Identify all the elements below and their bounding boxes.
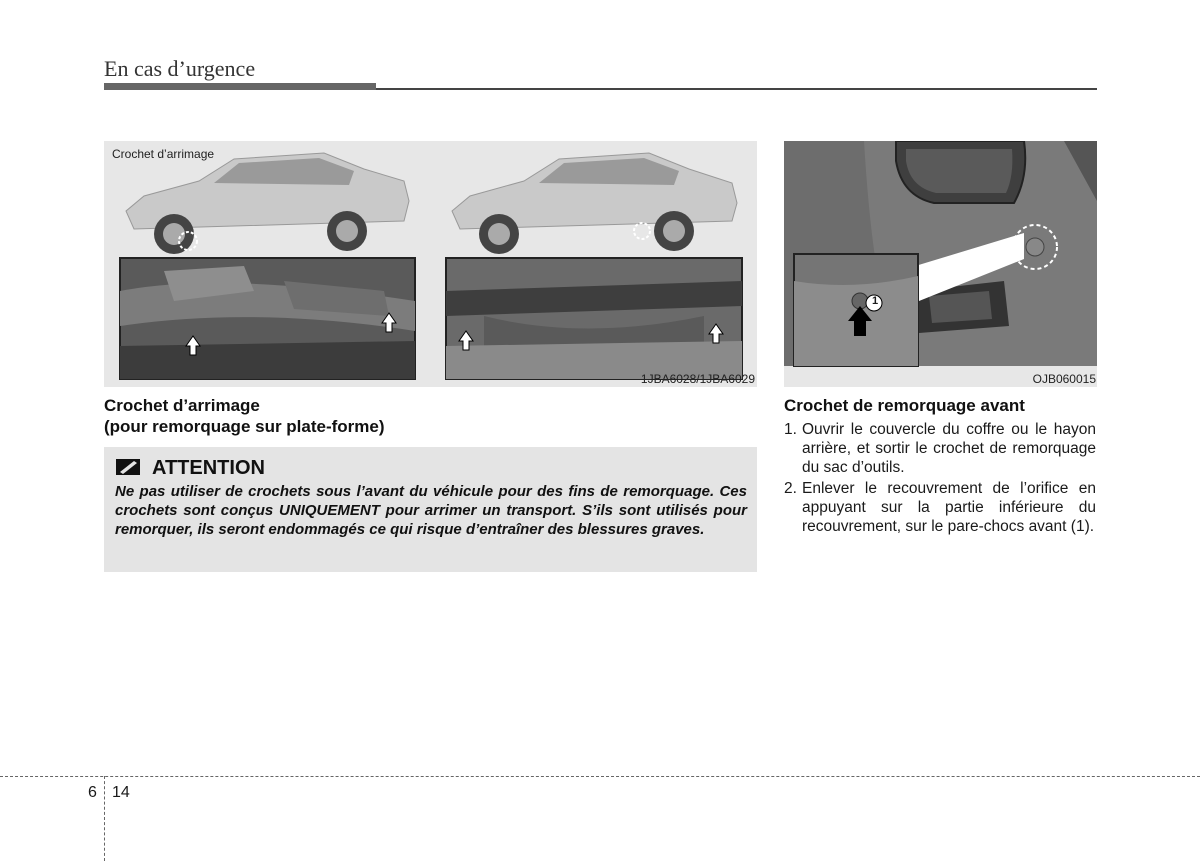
tie-down-illustration bbox=[104, 141, 757, 387]
step-number: 1. bbox=[784, 421, 797, 438]
front-tow-hook-figure bbox=[784, 141, 1097, 387]
car-left-illustration bbox=[126, 153, 409, 254]
footer-vertical-rule bbox=[104, 776, 105, 861]
step-number: 2. bbox=[784, 480, 797, 497]
section-title: En cas d’urgence bbox=[104, 56, 256, 81]
step-item bbox=[784, 479, 1096, 536]
warning-title-text: ATTENTION bbox=[152, 457, 265, 479]
tie-down-heading bbox=[104, 395, 757, 437]
header-rule-thin bbox=[376, 88, 1097, 90]
step-text: Enlever le recouvrement de l’orifice en appuyant sur la partie inférieure du recouvrement, sur le pare-chocs avant (1). bbox=[802, 480, 1096, 535]
step-text: Ouvrir le couvercle du coffre ou le hayon arrière, et sortir le crochet de remorquage du sac d’outils. bbox=[802, 421, 1096, 476]
tie-down-heading-line1: Crochet d’arrimage bbox=[104, 396, 260, 415]
footer-dashed-rule bbox=[0, 776, 1200, 777]
step-item bbox=[784, 420, 1096, 477]
warning-text: Ne pas utiliser de crochets sous l’avant du véhicule pour des fins de remorquage. Ces crochets sont conçus UNIQUEMENT pour arrimer un transport. S’ils sont utilisés pour remorquer, ils seront endommagés ce qui risque d’entraîner des blessures graves. bbox=[115, 483, 747, 538]
warning-title bbox=[118, 457, 265, 480]
page-number: 14 bbox=[112, 784, 130, 801]
figure-caption: Crochet d’arrimage bbox=[112, 147, 215, 161]
car-right-illustration bbox=[452, 153, 737, 254]
front-tow-hook-heading: Crochet de remorquage avant bbox=[784, 396, 1025, 415]
callout-number: 1 bbox=[871, 295, 879, 307]
figure-code: 1JBA6028/1JBA6029 bbox=[640, 372, 755, 386]
tie-down-heading-line2: (pour remorquage sur plate-forme) bbox=[104, 417, 385, 436]
header-rule-thick bbox=[104, 83, 376, 90]
underbody-front-photo bbox=[120, 258, 415, 379]
figure-code: OJB060015 bbox=[1032, 372, 1096, 386]
steps-list bbox=[784, 420, 1096, 538]
warning-box bbox=[104, 447, 757, 572]
front-bumper-illustration bbox=[784, 141, 1097, 387]
tie-down-hook-figure bbox=[104, 141, 757, 387]
chapter-number: 6 bbox=[88, 784, 97, 801]
underbody-rear-photo bbox=[446, 258, 742, 379]
